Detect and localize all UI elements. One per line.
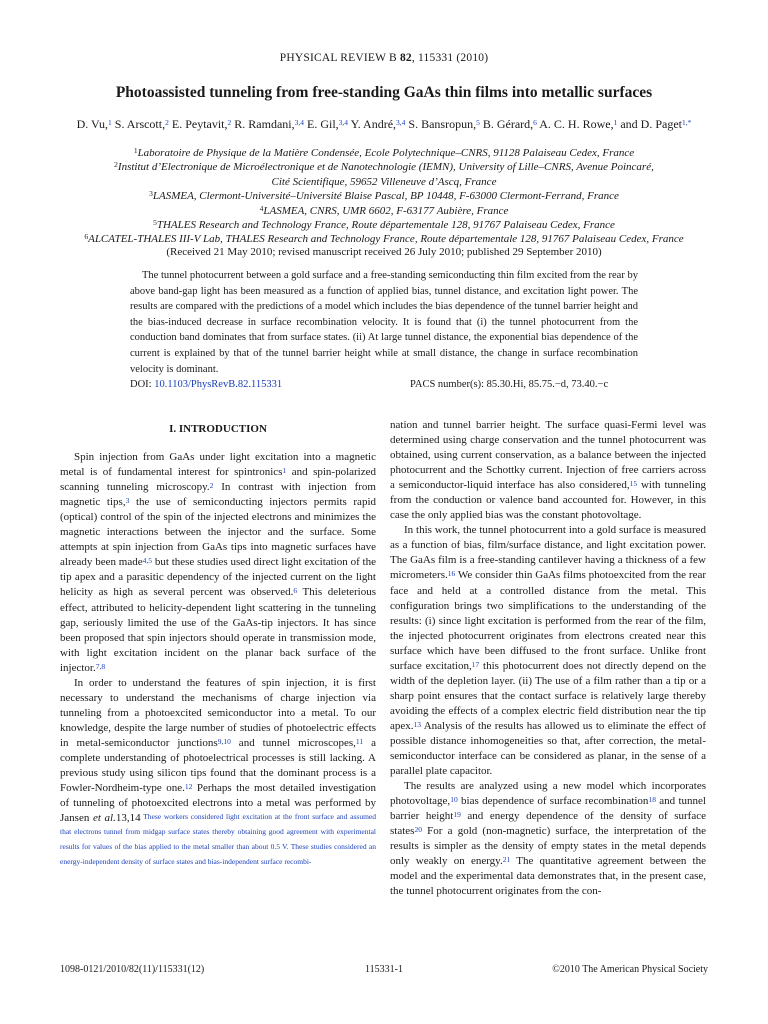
author-name: E. Peytavit, bbox=[171, 117, 228, 131]
author-name: A. C. H. Rowe, bbox=[539, 117, 614, 131]
paragraph-text: In order to understand the features of spin injection, it is first necessary to understand the mechanisms of charge injection via tunneling from a photoexcited semiconductor into a metal. To our knowledge, despite the large number of studies of photoelectric effects in metal-semiconductor junctions bbox=[60, 676, 376, 749]
affiliation-text: ALCATEL-THALES III-V Lab, THALES Research and Technology France, Route départementale 128, 91767 Palaiseau Cedex, France bbox=[88, 233, 684, 246]
affiliation-number: 6 bbox=[84, 232, 89, 242]
citation-ref[interactable]: 4,5 bbox=[142, 556, 152, 566]
citation-ref[interactable]: 21 bbox=[502, 855, 511, 865]
citation-ref[interactable]: 10 bbox=[450, 795, 458, 805]
doi-link[interactable]: 10.1103/PhysRevB.82.115331 bbox=[154, 379, 283, 390]
affiliation-number: 2 bbox=[114, 160, 118, 170]
paragraph-text: Spin injection from GaAs under light excitation into a magnetic metal is of fundamental interest for spintronics bbox=[60, 451, 376, 479]
paragraph-text: The results are analyzed using a new model which incorporates photovoltage, bbox=[390, 780, 706, 808]
footer-page-number: 115331-1 bbox=[365, 964, 403, 975]
author-name: B. Gérard, bbox=[482, 117, 534, 131]
paragraph-text: This deleterious effect, attributed to helicity-dependent light scattering in the tunneling gap, seriously limited the use of the GaAs-tip injectors. It has since been proposed that spin injectors should operate in transmission mode, with light excitation incident on the planar back surface of the injector. bbox=[60, 586, 377, 674]
citation-ref[interactable]: 20 bbox=[414, 825, 422, 835]
doi-line bbox=[130, 379, 282, 390]
pacs-numbers: PACS number(s): 85.30.Hi, 85.75.−d, 73.40.−c bbox=[410, 379, 609, 390]
author-name: E. Gil, bbox=[306, 117, 339, 131]
citation-ref[interactable]: 1 bbox=[282, 466, 287, 476]
paragraph-text: For a gold (non-magnetic) surface, the interpretation of the results is simpler as the density of empty states in the metal depends only weakly on energy. bbox=[390, 825, 706, 868]
affiliation-line bbox=[0, 218, 768, 232]
affiliation-text: THALES Research and Technology France, Route départementale 128, 91767 Palaiseau Cedex, France bbox=[156, 219, 615, 231]
citation-ref[interactable]: 7,8 bbox=[95, 661, 106, 671]
paragraph-text: with tunneling from the conduction or valence band accounted for. However, in this case the only applied bias was the constant photovoltage. bbox=[390, 479, 707, 522]
paragraph-text: Analysis of the results has allowed us to eliminate the effect of possible distance inhomogeneities so that, after correction, the metal-semiconductor interface can be considered as planar, in the sense of a parallel plate capacitor. bbox=[390, 719, 706, 778]
affiliation-line bbox=[0, 232, 768, 246]
paragraph bbox=[60, 676, 376, 872]
author-affiliation-mark[interactable]: 6 bbox=[533, 118, 537, 127]
affiliation-text: Institut d’Electronique de Microélectronique et de Nanotechnologie (IEMN), University of Lille–CNRS, Avenue Poincaré, bbox=[117, 161, 654, 174]
affiliation-line bbox=[0, 175, 768, 189]
citation-ref[interactable]: These workers considered light excitation at the front surface and assumed that electrons tunnel from midgap surface states thereby obtaining good agreement with experimental results for values of the bias applied to the metal smaller than about 0.5 V. These studies considered an energy-independent density of surface states and bias-independent surface recombi- bbox=[60, 812, 377, 867]
received-dates: (Received 21 May 2010; revised manuscript received 26 July 2010; published 29 September 2010) bbox=[166, 246, 602, 258]
paragraph-text: nation and tunnel barrier height. The surface quasi-Fermi level was determined using charge conservation and the tunnel photocurrent was obtained, using current conservation, as a balance between the injected photocurrent and the Schottky current. Injection of free carriers across a semiconductor-liquid interface has also considered, bbox=[390, 419, 706, 492]
author-name: S. Arscott, bbox=[114, 117, 166, 131]
author-affiliation-mark[interactable]: 3,4 bbox=[396, 118, 406, 127]
citation-ref[interactable]: 17 bbox=[471, 659, 480, 669]
paragraph-text: The quantitative agreement between the model and the experimental data demonstrates that, in the present case, the tunnel photocurrent originates from the con- bbox=[390, 855, 706, 898]
author-name: Y. André, bbox=[350, 117, 397, 131]
affiliation-line bbox=[0, 204, 768, 218]
abstract bbox=[130, 268, 638, 377]
italic-text: et al. bbox=[92, 812, 116, 825]
paragraph-text: and spin-polarized scanning tunneling microscopy. bbox=[60, 466, 377, 494]
footer-issn: 1098-0121/2010/82(11)/115331(12) bbox=[60, 964, 205, 975]
affiliation-line bbox=[0, 146, 768, 160]
author-affiliation-mark[interactable]: 1 bbox=[613, 118, 618, 127]
citation-ref[interactable]: 6 bbox=[293, 586, 298, 596]
affiliation-line bbox=[0, 189, 768, 203]
citation-ref[interactable]: 2 bbox=[209, 481, 214, 491]
affiliation-text: Cité Scientifique, 59652 Villeneuve d’Ascq, France bbox=[271, 175, 497, 188]
paragraph-text: and energy dependence of the density of surface states bbox=[390, 810, 706, 838]
citation-ref[interactable]: 16 bbox=[447, 569, 456, 579]
author-name: and D. Paget bbox=[620, 117, 683, 131]
journal-year: (2010) bbox=[456, 52, 489, 64]
affiliation-text: Laboratoire de Physique de la Matière Condensée, Ecole Polytechnique–CNRS, 91128 Palaiseau Cedex, France bbox=[137, 147, 635, 159]
author-affiliation-mark[interactable]: 5 bbox=[476, 118, 480, 127]
author-list bbox=[60, 117, 708, 132]
section-heading: I. INTRODUCTION bbox=[169, 423, 267, 435]
paragraph-text: In contrast with injection from magnetic tips, bbox=[60, 481, 376, 509]
abstract-text: The tunnel photocurrent between a gold surface and a free-standing semiconducting thin film excited from the rear by above band-gap light has been measured as a function of applied bias, tunnel distance, and excitation light power. The results are compared with the predictions of a model which includes the bias dependence of the tunnel barrier height and the bias-induced decrease in surface recombination velocity. It is found that (i) the tunnel photocurrent from the conduction band dominates that from surface states. (ii) At large tunnel distance, the exponential bias dependence of the current is explained by that of the tunnel barrier height while at small distance, the change in surface recombination velocity is dominant. bbox=[130, 270, 638, 375]
author-affiliation-mark[interactable]: 3,4 bbox=[338, 118, 349, 127]
paragraph-text: this photocurrent does not directly depend on the width of the depletion layer. (ii) The use of a film rather than a tip or a sharp point ensures that the contact surface is relatively large thereby avoiding the effects of a complex electric field distribution near the tip apex. bbox=[390, 659, 706, 732]
author-affiliation-mark[interactable]: 1 bbox=[108, 118, 112, 127]
author-name: D. Vu, bbox=[76, 117, 109, 131]
paragraph-text: In this work, the tunnel photocurrent into a gold surface is measured as a function of bias, film/surface distance, and light excitation power. The GaAs film is a free-standing cantilever having a thickness of a few micrometers. bbox=[390, 524, 706, 582]
footer-copyright: ©2010 The American Physical Society bbox=[552, 964, 708, 975]
citation-ref[interactable]: 12 bbox=[184, 782, 193, 792]
affiliation-number: 5 bbox=[153, 218, 157, 227]
citation-ref[interactable]: 9,10 bbox=[217, 736, 231, 746]
paragraph-text: the use of semiconducting injectors permits rapid (optical) control of the spin of the injected electrons and minimizes the magnetic interactions between the injector and the surface. Some attempts at spin injection from GaAs tips into magnetic surfaces have already been made bbox=[60, 496, 376, 569]
citation-ref[interactable]: 11 bbox=[355, 736, 364, 746]
paragraph bbox=[390, 523, 706, 779]
paragraph bbox=[60, 450, 376, 676]
journal-header: PHYSICAL REVIEW B 82, 115331 (2010) bbox=[279, 52, 489, 64]
author-affiliation-mark[interactable]: 2 bbox=[227, 118, 232, 127]
paragraph-text: Perhaps the most detailed investigation of tunneling of photoexcited electrons into a metal was performed by Jansen bbox=[60, 782, 376, 825]
affiliation-text: LASMEA, CNRS, UMR 6602, F-63177 Aubière, France bbox=[263, 204, 509, 217]
paragraph-text: bias dependence of surface recombination bbox=[457, 795, 649, 808]
paragraph bbox=[390, 418, 706, 523]
paragraph-text: but these studies used direct light excitation of the tip apex and a parasitic dependency of the injected current on the light helicity as high as several percent was observed. bbox=[60, 556, 376, 599]
citation-ref[interactable]: 15 bbox=[629, 479, 638, 489]
paragraph-text: a complete understanding of photoelectrical processes is still lacking. A previous study using silicon tips found that the dominant process is a Fowler-Nordheim-type one. bbox=[60, 736, 376, 795]
citation-ref[interactable]: 18 bbox=[648, 795, 656, 805]
doi-label: DOI: bbox=[130, 379, 152, 390]
citation-ref[interactable]: 19 bbox=[453, 810, 461, 820]
author-affiliation-mark[interactable]: 1,* bbox=[682, 118, 692, 127]
right-column bbox=[390, 418, 706, 900]
paragraph-text: and tunnel microscopes, bbox=[230, 736, 356, 749]
affiliation-text: LASMEA, Clermont-Université–Université Blaise Pascal, BP 10448, F-63000 Clermont-Ferrand, France bbox=[152, 190, 619, 203]
journal-name: PHYSICAL REVIEW B bbox=[279, 52, 397, 64]
left-column bbox=[60, 418, 376, 871]
affiliation-number: 4 bbox=[259, 203, 264, 213]
affiliation-number: 1 bbox=[133, 146, 138, 155]
journal-volume: 82 bbox=[399, 52, 412, 64]
author-affiliation-mark[interactable]: 2 bbox=[165, 118, 169, 127]
affiliation-number: 3 bbox=[149, 189, 153, 199]
citation-ref[interactable]: 13 bbox=[413, 719, 422, 729]
article-number: 115331 bbox=[418, 52, 454, 64]
author-name: R. Ramdani, bbox=[234, 117, 295, 131]
affiliation-line bbox=[0, 160, 768, 174]
paragraph bbox=[390, 779, 706, 899]
paragraph-text: 13,14 bbox=[115, 812, 141, 825]
author-affiliation-mark[interactable]: 3,4 bbox=[294, 118, 304, 127]
paper-title: Photoassisted tunneling from free-standing GaAs thin films into metallic surfaces bbox=[115, 84, 653, 101]
citation-ref[interactable]: 3 bbox=[125, 496, 130, 506]
paragraph-text: and tunnel barrier height bbox=[390, 795, 706, 823]
author-name: S. Bansropun, bbox=[408, 117, 477, 131]
paragraph-text: We consider thin GaAs films photoexcited from the rear face and held at a controlled distance from the metal. This configuration brings two simplifications to the understanding of the results: (i) since light excitation is performed from the rear of the film, the injected photocurrent originates from electrons created near this surface which have been diffused to the front surface. Unlike front surface excitation, bbox=[390, 569, 706, 672]
